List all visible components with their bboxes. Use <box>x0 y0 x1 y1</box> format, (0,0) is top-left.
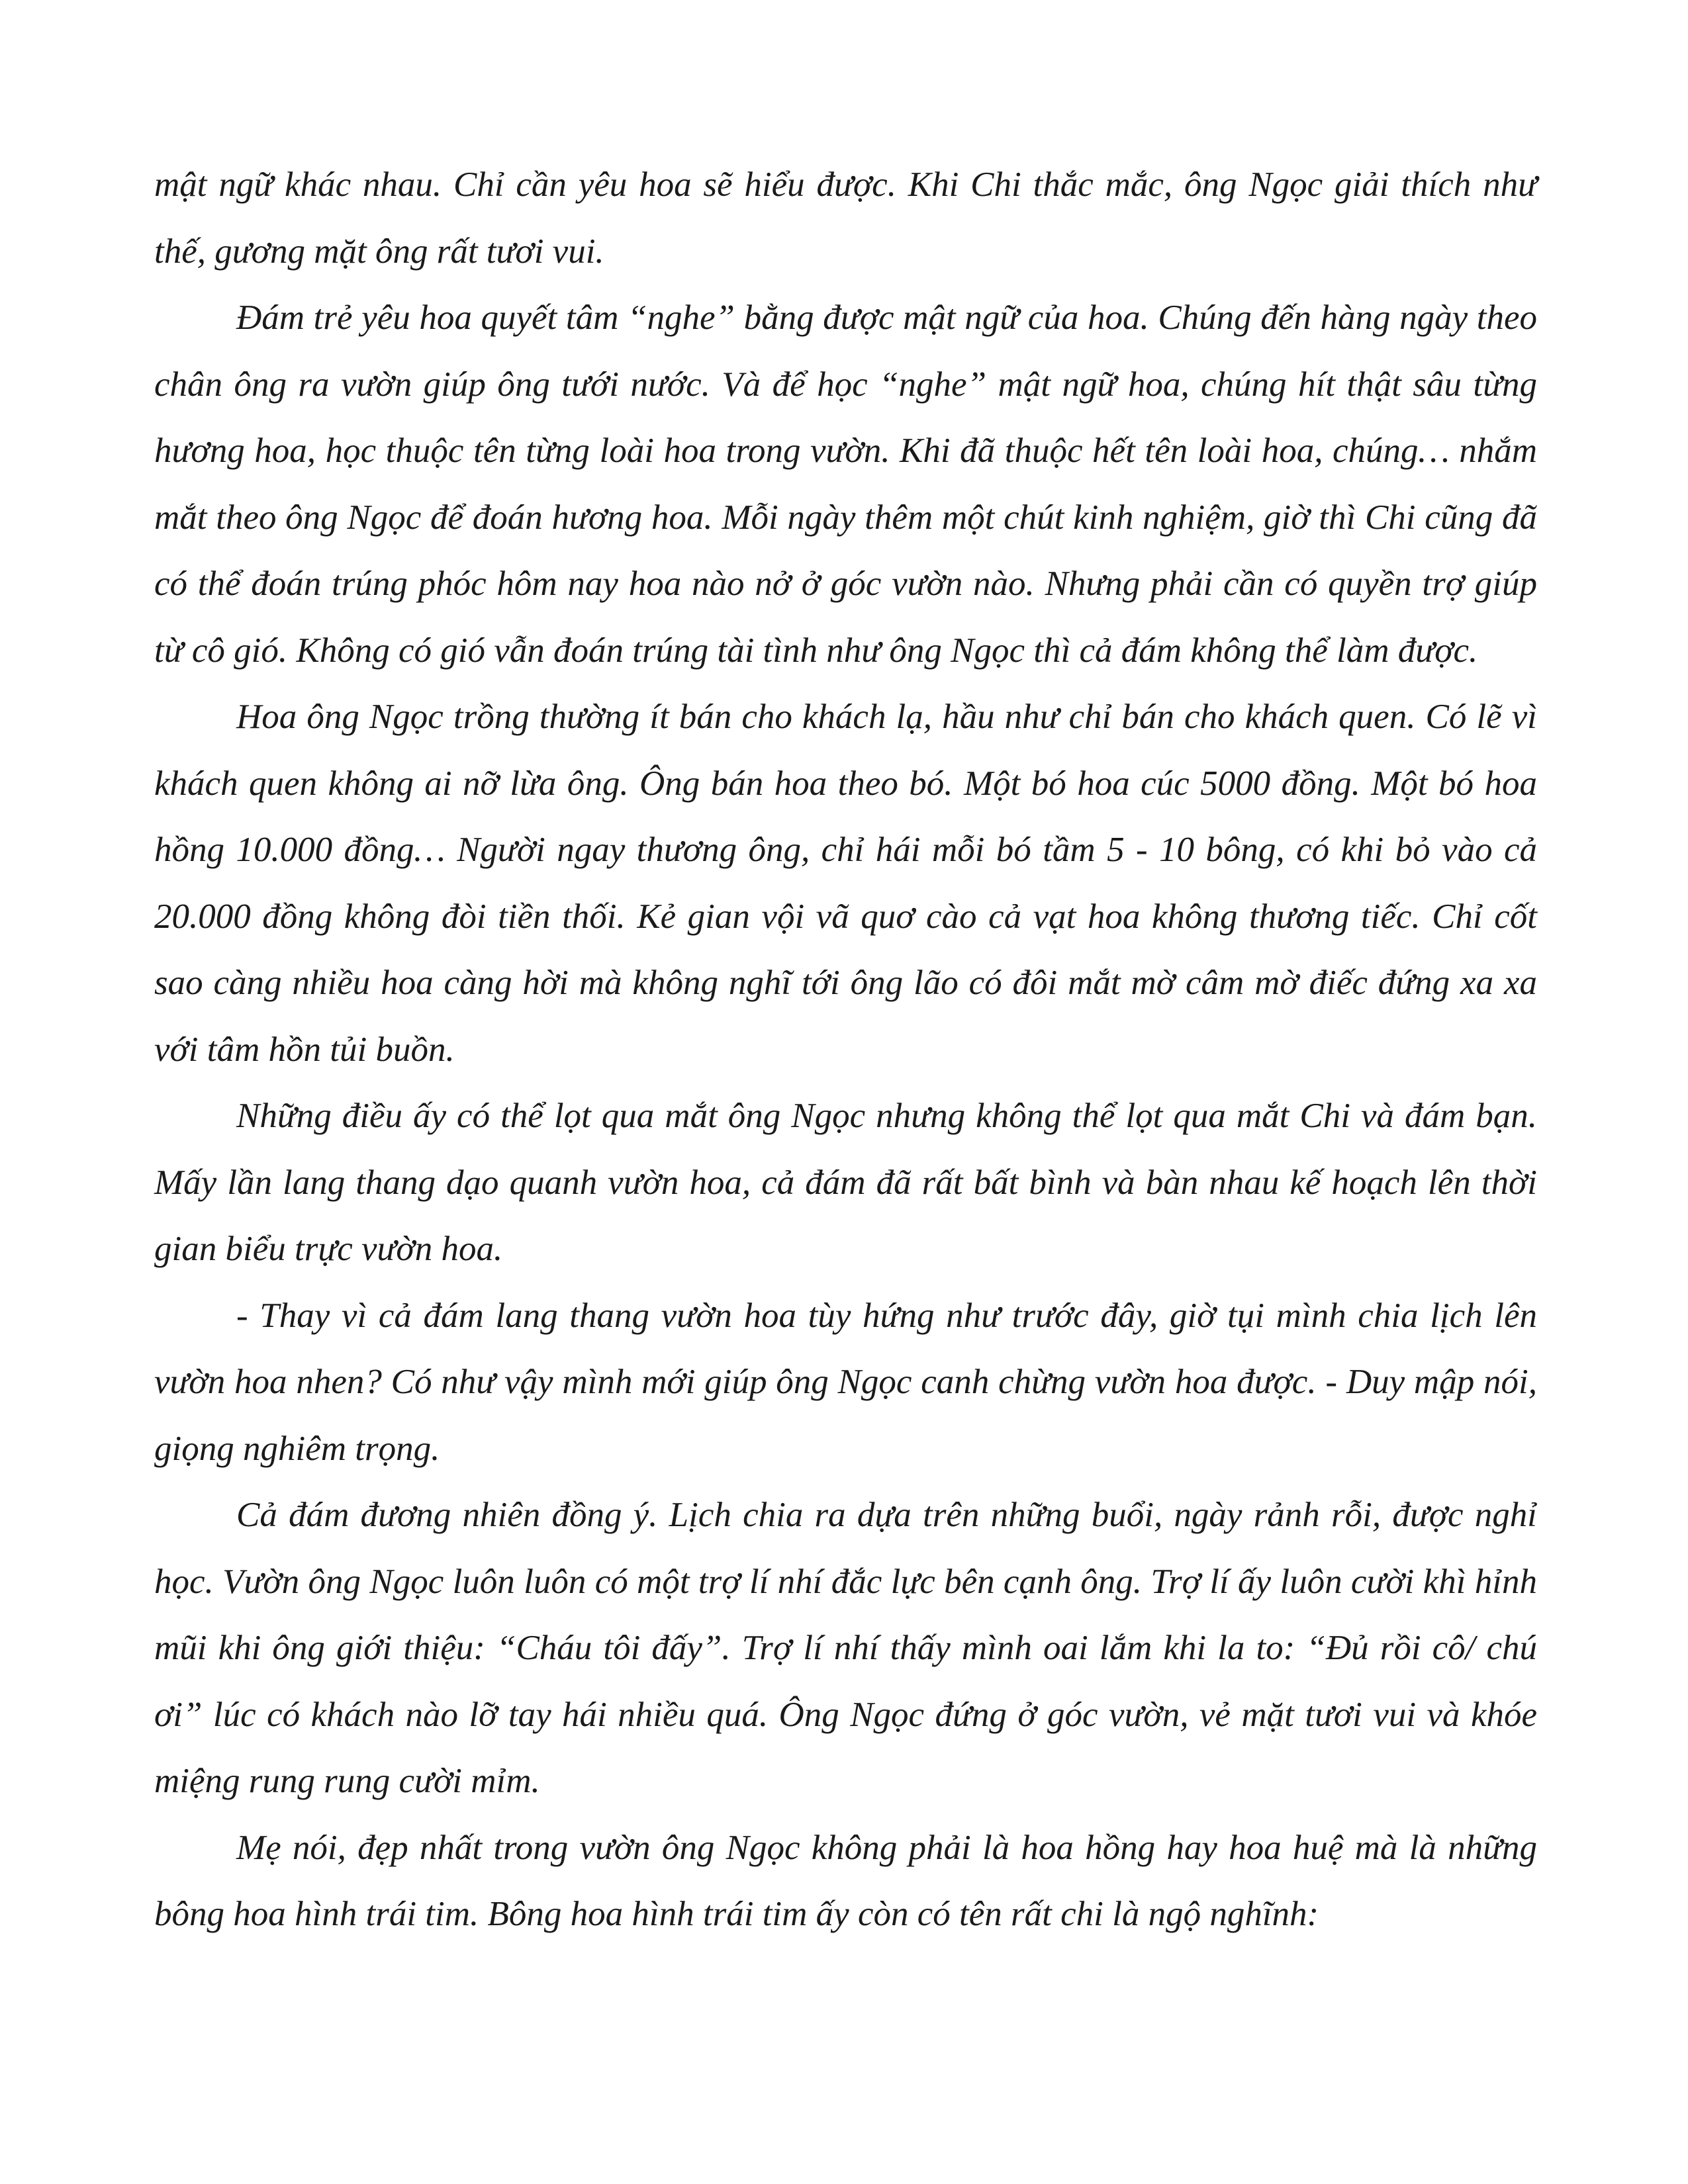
story-text <box>154 152 1537 1948</box>
paragraph-1: mật ngữ khác nhau. Chỉ cần yêu hoa sẽ hiểu được. Khi Chi thắc mắc, ông Ngọc giải thích như thế, gương mặt ông rất tươi vui. <box>154 165 1537 271</box>
paragraph-4: Những điều ấy có thể lọt qua mắt ông Ngọc nhưng không thể lọt qua mắt Chi và đám bạn. Mấy lần lang thang dạo quanh vườn hoa, cả đám đã rất bất bình và bàn nhau kế hoạch lên thời gian biểu trực vườn hoa. <box>154 1097 1537 1268</box>
paragraph-3: Hoa ông Ngọc trồng thường ít bán cho khách lạ, hầu như chỉ bán cho khách quen. Có lẽ vì khách quen không ai nỡ lừa ông. Ông bán hoa theo bó. Một bó hoa cúc 5000 đồng. Một bó hoa hồng 10.000 đồng… Người ngay thương ông, chỉ hái mỗi bó tầm 5 - 10 bông, có khi bỏ vào cả 20.000 đồng không đòi tiền thối. Kẻ gian vội vã quơ cào cả vạt hoa không thương tiếc. Chỉ cốt sao càng nhiều hoa càng hời mà không nghĩ tới ông lão có đôi mắt mờ câm mờ điếc đứng xa xa với tâm hồn tủi buồn. <box>154 698 1537 1069</box>
paragraph-6: Cả đám đương nhiên đồng ý. Lịch chia ra dựa trên những buổi, ngày rảnh rỗi, được nghỉ học. Vườn ông Ngọc luôn luôn có một trợ lí nhí đắc lực bên cạnh ông. Trợ lí ấy luôn cười khì hỉnh mũi khi ông giới thiệu: “Cháu tôi đấy”. Trợ lí nhí thấy mình oai lắm khi la to: “Đủ rồi cô/ chú ơi” lúc có khách nào lỡ tay hái nhiều quá. Ông Ngọc đứng ở góc vườn, vẻ mặt tươi vui và khóe miệng rung rung cười mỉm. <box>154 1496 1537 1800</box>
paragraph-2: Đám trẻ yêu hoa quyết tâm “nghe” bằng được mật ngữ của hoa. Chúng đến hàng ngày theo chân ông ra vườn giúp ông tưới nước. Và để học “nghe” mật ngữ hoa, chúng hít thật sâu từng hương hoa, học thuộc tên từng loài hoa trong vườn. Khi đã thuộc hết tên loài hoa, chúng… nhắm mắt theo ông Ngọc để đoán hương hoa. Mỗi ngày thêm một chút kinh nghiệm, giờ thì Chi cũng đã có thể đoán trúng phóc hôm nay hoa nào nở ở góc vườn nào. Nhưng phải cần có quyền trợ giúp từ cô gió. Không có gió vẫn đoán trúng tài tình như ông Ngọc thì cả đám không thể làm được. <box>154 298 1537 670</box>
paragraph-7: Mẹ nói, đẹp nhất trong vườn ông Ngọc không phải là hoa hồng hay hoa huệ mà là những bông hoa hình trái tim. Bông hoa hình trái tim ấy còn có tên rất chi là ngộ nghĩnh: <box>154 1828 1537 1933</box>
paragraph-5: - Thay vì cả đám lang thang vườn hoa tùy hứng như trước đây, giờ tụi mình chia lịch lên vườn hoa nhen? Có như vậy mình mới giúp ông Ngọc canh chừng vườn hoa được. - Duy mập nói, giọng nghiêm trọng. <box>154 1296 1537 1468</box>
